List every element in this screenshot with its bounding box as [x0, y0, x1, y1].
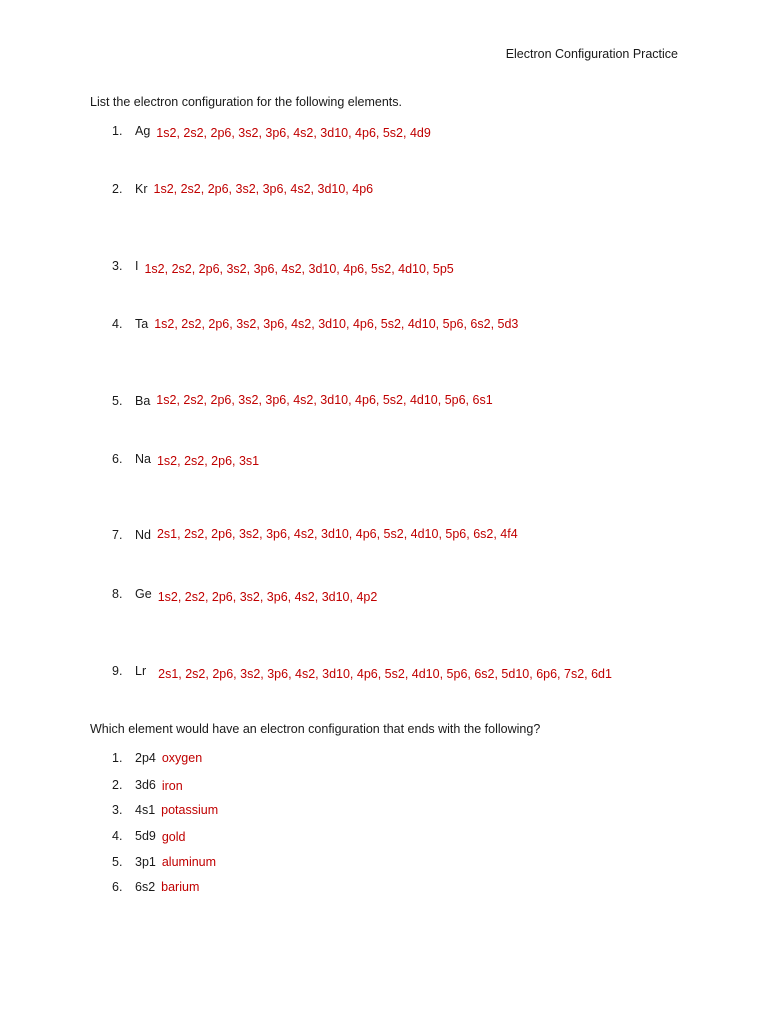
orbital-ending: 3p1 — [135, 855, 156, 869]
orbital-ending: 2p4 — [135, 751, 156, 765]
list-item — [112, 259, 454, 276]
item-number: 4. — [112, 829, 123, 843]
page-header-title: Electron Configuration Practice — [505, 47, 678, 61]
answer-text: 1s2, 2s2, 2p6, 3s2, 3p6, 4s2, 3d10, 4p6, 5s2, 4d10, 5p5 — [144, 262, 454, 276]
orbital-ending: 6s2 — [135, 880, 156, 894]
item-number: 3. — [112, 803, 123, 817]
list-item — [112, 124, 431, 138]
orbital-ending: 5d9 — [135, 829, 156, 843]
section1-instruction: List the electron configuration for the following elements. — [90, 95, 402, 109]
item-number: 2. — [112, 778, 123, 792]
element-symbol: Ge — [135, 587, 152, 601]
list-item — [112, 317, 518, 331]
list-item — [112, 394, 493, 408]
element-symbol: Ta — [135, 317, 149, 331]
orbital-ending: 3d6 — [135, 778, 156, 792]
section2-instruction: Which element would have an electron configuration that ends with the following? — [90, 722, 541, 736]
item-number: 2. — [112, 182, 123, 196]
item-number: 7. — [112, 528, 123, 542]
answer-text: 1s2, 2s2, 2p6, 3s1 — [156, 454, 260, 468]
element-symbol: Na — [135, 452, 151, 466]
orbital-ending: 4s1 — [135, 803, 156, 817]
answer-text: oxygen — [161, 751, 203, 765]
list-item — [112, 182, 373, 196]
element-symbol: I — [135, 259, 139, 273]
list-item — [112, 664, 612, 681]
list-item — [112, 751, 202, 765]
item-number: 3. — [112, 259, 123, 273]
answer-text: 1s2, 2s2, 2p6, 3s2, 3p6, 4s2, 3d10, 4p6, 5s2, 4d10, 5p6, 6s2, 5d3 — [154, 317, 519, 331]
element-symbol: Nd — [135, 528, 151, 542]
answer-text: barium — [161, 880, 200, 894]
answer-text: iron — [161, 779, 183, 793]
item-number: 5. — [112, 855, 123, 869]
item-number: 1. — [112, 124, 123, 138]
element-symbol: Ba — [135, 394, 151, 408]
item-number: 5. — [112, 394, 123, 408]
list-item — [112, 587, 378, 604]
answer-text: 2s1, 2s2, 2p6, 3s2, 3p6, 4s2, 3d10, 4p6, 5s2, 4d10, 5p6, 6s2, 4f4 — [156, 527, 518, 541]
answer-text: aluminum — [161, 855, 217, 869]
item-number: 8. — [112, 587, 123, 601]
element-symbol: Kr — [135, 182, 148, 196]
answer-text: potassium — [161, 803, 219, 817]
item-number: 6. — [112, 452, 123, 466]
list-item — [112, 829, 186, 843]
answer-text: 2s1, 2s2, 2p6, 3s2, 3p6, 4s2, 3d10, 4p6, 5s2, 4d10, 5p6, 6s2, 5d10, 6p6, 7s2, 6d1 — [158, 667, 612, 681]
list-item — [112, 452, 259, 466]
answer-text: 1s2, 2s2, 2p6, 3s2, 3p6, 4s2, 3d10, 4p6, 5s2, 4d9 — [156, 126, 431, 140]
answer-text: gold — [161, 830, 186, 844]
list-item — [112, 855, 216, 869]
answer-text: 1s2, 2s2, 2p6, 3s2, 3p6, 4s2, 3d10, 4p2 — [157, 590, 378, 604]
item-number: 9. — [112, 664, 123, 678]
list-item — [112, 528, 518, 542]
item-number: 4. — [112, 317, 123, 331]
list-item — [112, 803, 218, 817]
answer-text: 1s2, 2s2, 2p6, 3s2, 3p6, 4s2, 3d10, 4p6 — [153, 182, 374, 196]
answer-text: 1s2, 2s2, 2p6, 3s2, 3p6, 4s2, 3d10, 4p6, 5s2, 4d10, 5p6, 6s1 — [156, 393, 493, 407]
list-item — [112, 880, 199, 894]
item-number: 6. — [112, 880, 123, 894]
list-item — [112, 778, 183, 792]
element-symbol: Ag — [135, 124, 151, 138]
item-number: 1. — [112, 751, 123, 765]
element-symbol: Lr — [135, 664, 147, 678]
